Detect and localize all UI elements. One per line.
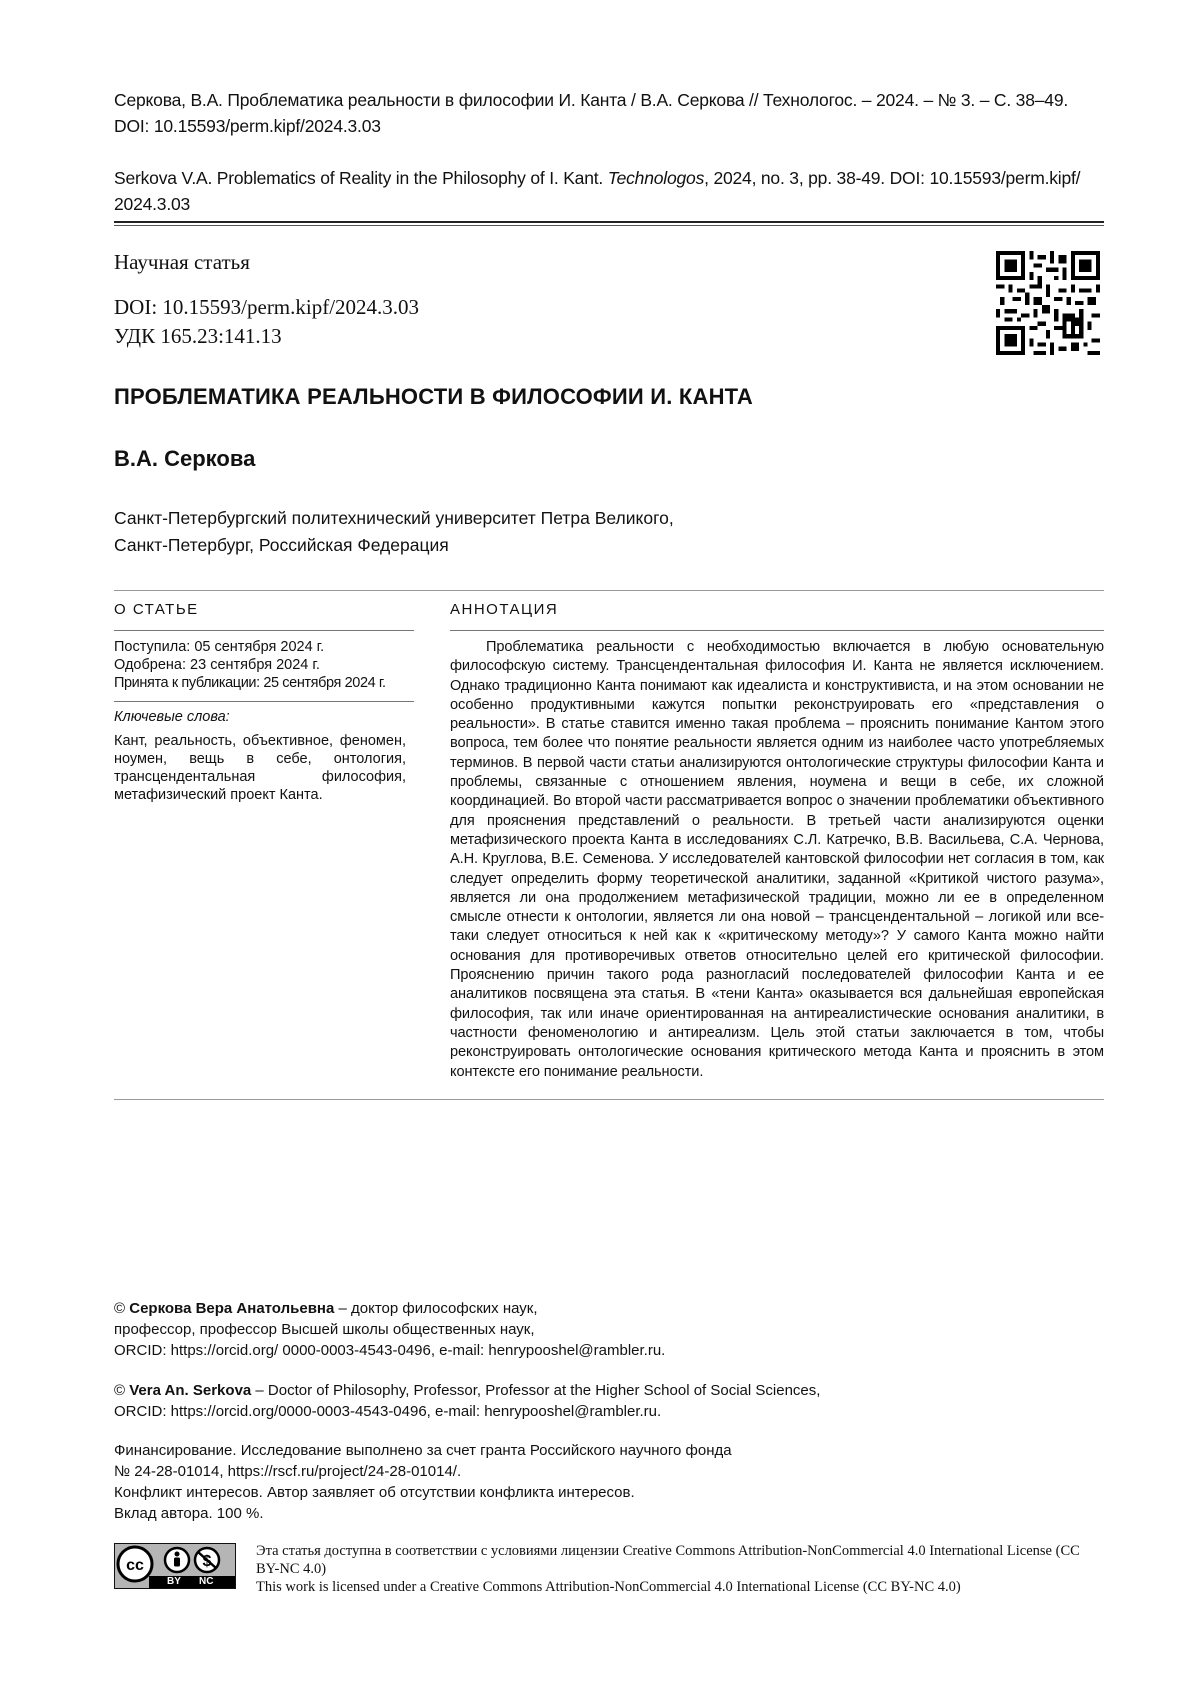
author-info-ru — [114, 1298, 1104, 1361]
author-info-en-line2: ORCID: https://orcid.org/0000-0003-4543-0496, e-mail: henrypooshel@rambler.ru. — [114, 1401, 1104, 1422]
article-type: Научная статья — [114, 250, 250, 275]
citation-en-part1: Serkova V.A. Problematics of Reality in the Philosophy of I. Kant. — [114, 168, 608, 188]
keywords-rule — [114, 701, 414, 702]
author-info-en — [114, 1380, 1104, 1422]
annotation-heading: АННОТАЦИЯ — [450, 601, 558, 618]
keywords-list: Кант, реальность, объективное, феномен, ноумен, вещь в себе, онтология, трансцендентальная философия, метафизический проект Канта. — [114, 732, 406, 804]
columns-rule-top — [114, 590, 1104, 591]
cc-license-badge[interactable] — [114, 1543, 236, 1589]
author-full-name-en: Vera An. Serkova — [129, 1382, 251, 1399]
badge-nc-label: NC — [199, 1576, 213, 1588]
article-title: ПРОБЛЕМАТИКА РЕАЛЬНОСТИ В ФИЛОСОФИИ И. КАНТА — [114, 384, 753, 410]
svg-text:cc: cc — [126, 1557, 144, 1574]
conflict-of-interest: Конфликт интересов. Автор заявляет об отсутствии конфликта интересов. — [114, 1482, 1104, 1503]
author-info-ru-line3: ORCID: https://orcid.org/ 0000-0003-4543-0496, e-mail: henrypooshel@rambler.ru. — [114, 1340, 1104, 1361]
affiliation — [114, 505, 674, 559]
annotation-rule — [450, 630, 1104, 631]
citation-en-line1 — [114, 165, 1104, 191]
accepted-date: Принята к публикации: 25 сентября 2024 г. — [114, 674, 434, 692]
license-ru: Эта статья доступна в соответствии с условиями лицензии Creative Commons Attribution-NonCommercial 4.0 International License (CC BY-NC 4.0) — [256, 1542, 1106, 1578]
badge-by-label: BY — [167, 1576, 181, 1588]
annotation-text: Проблематика реальности с необходимостью включается в любую основательную философскую систему. Трансцендентальная философия И. Канта не является исключением. Однако традиционно Канта понимают как идеалиста и конструктивиста, и на этом основании не особенно продуктивными кажутся попытки реконструировать его «представления о реальности». В статье ставится именно такая проблема – прояснить понимание Кантом этого вопроса, тем более что понятие реальности является одним из наиболее часто употребляемых терминов. В первой части статьи анализируются онтологические структуры философии Канта и проблемы, связанные с отношением явления, ноумена и вещи в себе, их сложной координацией. Во второй части рассматривается вопрос о значении проблематики объективного для прояснения представлений о реальности. В третьей части анализируются оценки метафизического проекта Канта в исследованиях С.Л. Катречко, В.В. Васильева, С.А. Чернова, А.Н. Круглова, В.Е. Семенова. У исследователей кантовской философии нет согласия в том, как следует определить форму теоретической аналитики, заданной «Критикой чистого разума», является ли она продолжением метафизической традиции, можно ли ее в определенном смысле отнести к онтологии, является ли она новой – трансцендентальной – логикой или все-таки следует относиться к ней как к «критическому методу»? У самого Канта можно найти основания для противоречивых ответов относительно целей его критической философии. Прояснению причин такого рода разногласий последователей философии Канта и ее аналитиков посвящена эта статья. В «тени Канта» оказывается вся дальнейшая европейская философия, так или иначе ориентированная на антиреалистические основания аналитики, в частности феноменологию и антиреализм. Цель этой статьи заключается в том, чтобы реконструировать онтологические основания критического метода Канта и прояснить в этом контексте его понимание реальности. — [450, 638, 1104, 1082]
citation-en — [114, 165, 1104, 217]
received-date: Поступила: 05 сентября 2024 г. — [114, 638, 434, 656]
citation-en-line2: 2024.3.03 — [114, 191, 1104, 217]
citation-ru — [114, 87, 1104, 139]
author-desc-ru: – доктор философских наук, — [334, 1300, 537, 1317]
header-rule-top — [114, 221, 1104, 223]
funding-block — [114, 1440, 1104, 1524]
columns-rule-bottom — [114, 1099, 1104, 1100]
citation-ru-line1: Серкова, В.А. Проблематика реальности в философии И. Канта / В.А. Серкова // Технологос. – 2024. – № 3. – С. 38–49. — [114, 87, 1104, 113]
approved-date: Одобрена: 23 сентября 2024 г. — [114, 656, 434, 674]
author-full-name-ru: Серкова Вера Анатольевна — [129, 1300, 334, 1317]
author-info-ru-line2: профессор, профессор Высшей школы общественных наук, — [114, 1319, 1104, 1340]
about-rule — [114, 630, 414, 631]
citation-ru-doi: DOI: 10.15593/perm.kipf/2024.3.03 — [114, 113, 1104, 139]
about-heading: О СТАТЬЕ — [114, 601, 199, 618]
funding-line2: № 24-28-01014, https://rscf.ru/project/24-28-01014/. — [114, 1461, 1104, 1482]
citation-en-journal: Technologos — [608, 168, 704, 188]
copyright-icon: © — [114, 1382, 125, 1399]
author-desc-en: – Doctor of Philosophy, Professor, Professor at the Higher School of Social Sciences, — [251, 1382, 820, 1399]
author-contribution: Вклад автора. 100 %. — [114, 1503, 1104, 1524]
author-name: В.А. Серкова — [114, 446, 255, 472]
header-rule-bottom — [114, 225, 1104, 226]
about-dates — [114, 638, 434, 692]
citation-en-part2: , 2024, no. 3, pp. 38-49. DOI: 10.15593/perm.kipf/ — [704, 168, 1080, 188]
copyright-icon: © — [114, 1300, 125, 1317]
license-en: This work is licensed under a Creative Commons Attribution-NonCommercial 4.0 International License (CC BY-NC 4.0) — [256, 1578, 1106, 1596]
author-info-ru-line1 — [114, 1298, 1104, 1319]
udk: УДК 165.23:141.13 — [114, 324, 282, 349]
doi: DOI: 10.15593/perm.kipf/2024.3.03 — [114, 295, 419, 320]
license-text — [256, 1542, 1106, 1596]
affiliation-line1: Санкт-Петербургский политехнический университет Петра Великого, — [114, 505, 674, 532]
funding-line1: Финансирование. Исследование выполнено за счет гранта Российского научного фонда — [114, 1440, 1104, 1461]
affiliation-line2: Санкт-Петербург, Российская Федерация — [114, 532, 674, 559]
qr-code-icon[interactable] — [996, 251, 1100, 355]
author-info-en-line1 — [114, 1380, 1104, 1401]
keywords-label: Ключевые слова: — [114, 708, 230, 726]
